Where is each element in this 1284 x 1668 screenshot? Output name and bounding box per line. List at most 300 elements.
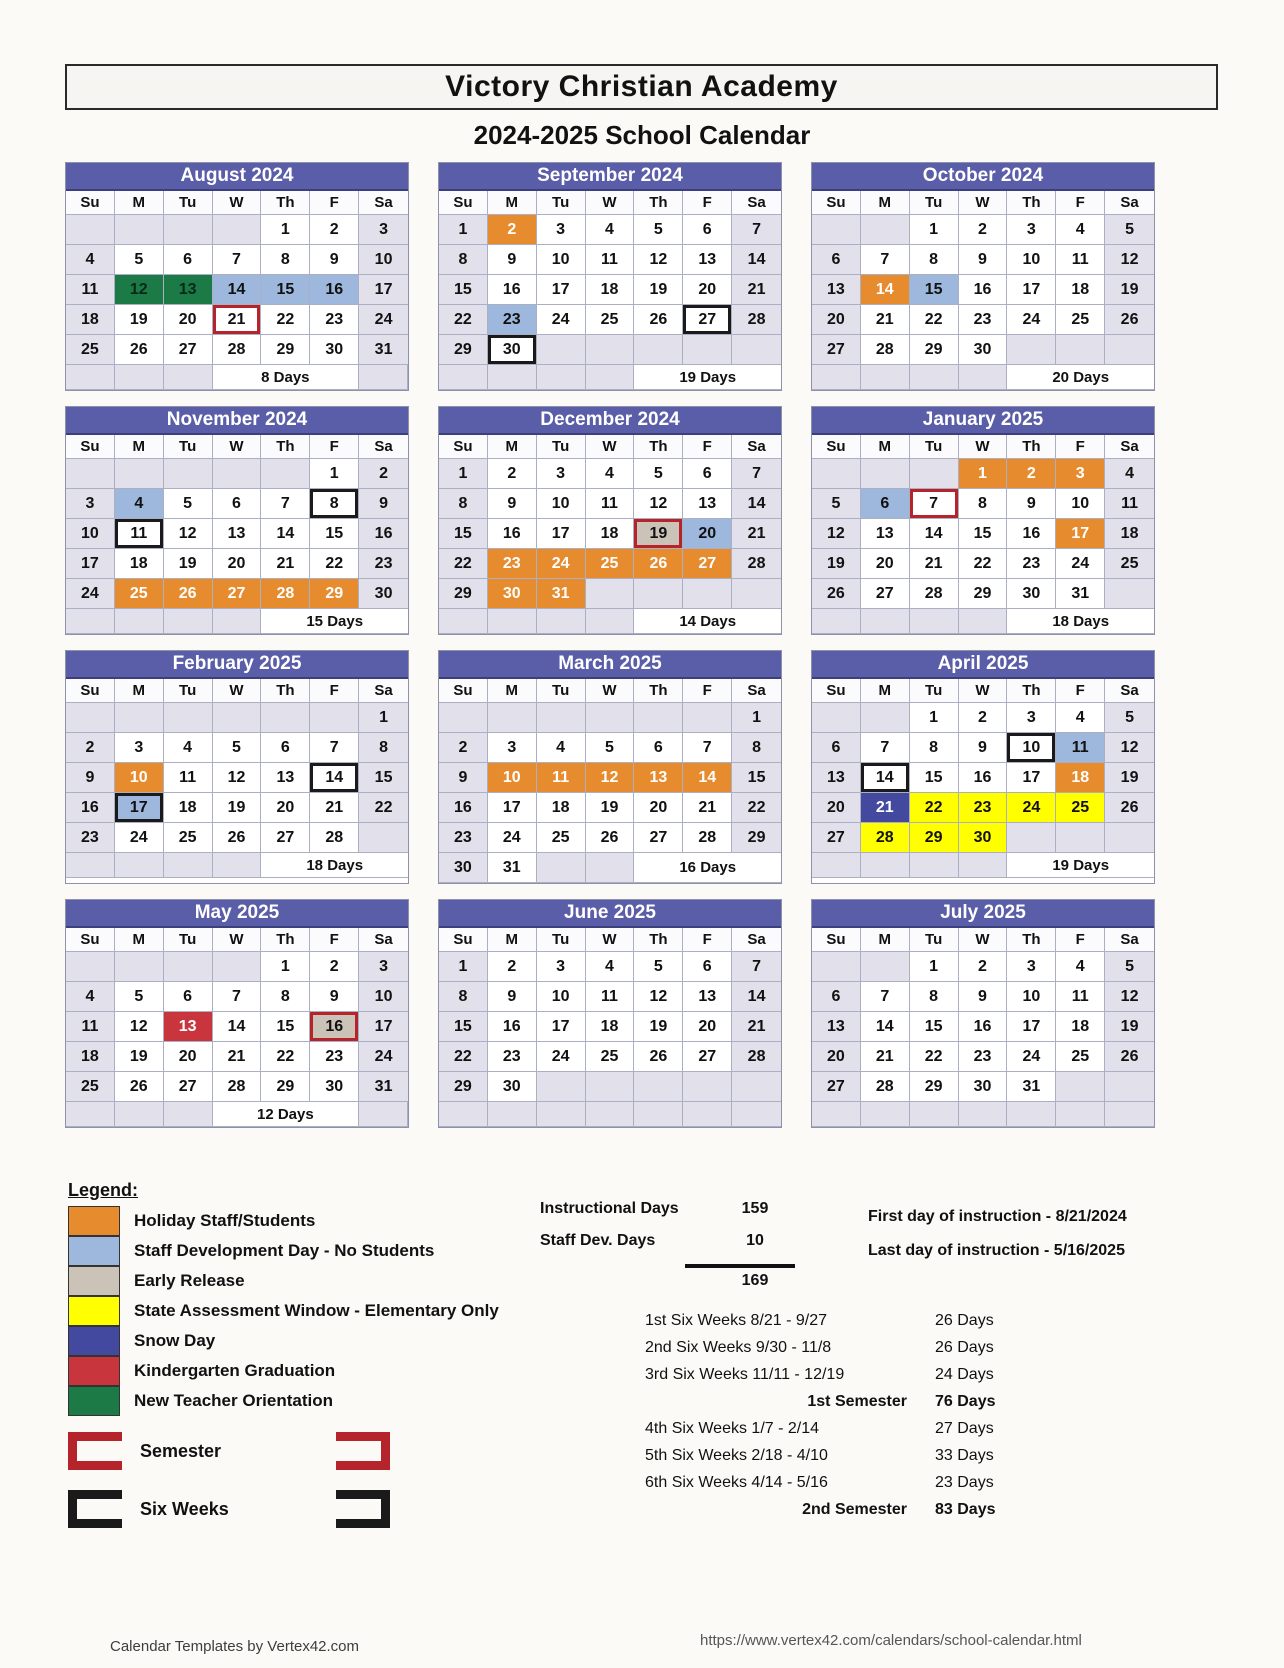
day-cell: 29 [910, 1072, 959, 1102]
day-cell: 27 [812, 1072, 861, 1102]
month-title: November 2024 [66, 407, 408, 435]
weekday-header: W [959, 928, 1008, 952]
day-cell: 1 [910, 952, 959, 982]
week-row [66, 763, 408, 793]
weekday-header: Su [66, 679, 115, 703]
weekday-header: Sa [1105, 679, 1154, 703]
stat-label: Staff Dev. Days [540, 1232, 656, 1249]
day-cell: 21 [261, 549, 310, 579]
day-cell: 11 [537, 763, 586, 793]
day-cell: 10 [359, 245, 408, 275]
day-cell: 31 [488, 853, 537, 883]
empty-day-cell [732, 335, 781, 365]
day-cell: 6 [861, 489, 910, 519]
empty-day-cell [1105, 1072, 1154, 1102]
week-row [812, 305, 1154, 335]
footer-empty-cell [359, 1102, 408, 1127]
day-cell: 2 [959, 703, 1008, 733]
six-weeks-label: 6th Six Weeks 4/14 - 5/16 [645, 1474, 828, 1491]
day-cell: 19 [634, 275, 683, 305]
weekday-header: M [861, 928, 910, 952]
weekday-header: Sa [1105, 928, 1154, 952]
weekday-header: Tu [537, 679, 586, 703]
empty-day-cell [439, 703, 488, 733]
day-cell: 26 [634, 549, 683, 579]
day-cell: 7 [732, 952, 781, 982]
footer-empty-cell [488, 609, 537, 634]
weekday-header: W [586, 928, 635, 952]
day-cell: 26 [115, 335, 164, 365]
day-cell: 28 [261, 579, 310, 609]
last-day-of-instruction: Last day of instruction - 5/16/2025 [868, 1242, 1125, 1259]
day-cell: 1 [910, 703, 959, 733]
months-grid [65, 162, 1155, 1128]
week-row [812, 459, 1154, 489]
day-cell: 9 [310, 982, 359, 1012]
weekday-header-row [812, 191, 1154, 215]
month-calendar [65, 650, 409, 884]
day-cell: 29 [732, 823, 781, 853]
week-row [439, 733, 781, 763]
empty-day-cell [683, 579, 732, 609]
day-cell: 21 [213, 1042, 262, 1072]
month-footer-row [66, 609, 408, 634]
day-cell: 14 [732, 245, 781, 275]
day-cell: 26 [1105, 305, 1154, 335]
empty-day-cell [261, 703, 310, 733]
month-days-count: 19 Days [634, 365, 781, 390]
day-cell: 7 [683, 733, 732, 763]
day-cell: 20 [861, 549, 910, 579]
assess-color-swatch [68, 1296, 120, 1326]
day-cell: 29 [439, 1072, 488, 1102]
day-cell: 16 [959, 1012, 1008, 1042]
empty-day-cell [586, 335, 635, 365]
day-cell: 28 [310, 823, 359, 853]
week-row [439, 245, 781, 275]
day-cell: 25 [115, 579, 164, 609]
weekday-header: M [115, 679, 164, 703]
snow-color-swatch [68, 1326, 120, 1356]
legend-semester-row [68, 1432, 390, 1470]
legend-heading: Legend: [68, 1180, 138, 1200]
day-cell: 18 [586, 275, 635, 305]
weekday-header: Su [812, 435, 861, 459]
footer-empty-cell [66, 1102, 115, 1127]
day-cell: 25 [66, 335, 115, 365]
stat-value: 10 [746, 1232, 764, 1249]
day-cell: 9 [66, 763, 115, 793]
day-cell: 5 [115, 245, 164, 275]
weekday-header: Su [439, 191, 488, 215]
day-cell: 21 [861, 1042, 910, 1072]
empty-day-cell [634, 703, 683, 733]
weekday-header: Sa [732, 435, 781, 459]
six-weeks-days: 76 Days [935, 1393, 996, 1410]
legend-item-label: New Teacher Orientation [134, 1391, 334, 1410]
day-cell: 23 [439, 823, 488, 853]
day-cell: 19 [1105, 763, 1154, 793]
month-footer-row [812, 853, 1154, 878]
month-days-count: 8 Days [213, 365, 360, 390]
day-cell: 1 [439, 215, 488, 245]
day-cell: 23 [310, 1042, 359, 1072]
legend-items [68, 1206, 499, 1416]
day-cell: 19 [164, 549, 213, 579]
day-cell: 6 [634, 733, 683, 763]
day-cell: 16 [359, 519, 408, 549]
footer-empty-cell [66, 609, 115, 634]
empty-day-cell [586, 853, 635, 883]
day-cell: 17 [488, 793, 537, 823]
semester-total-row [645, 1501, 1075, 1519]
staffdev-color-swatch [68, 1236, 120, 1266]
weekday-header: F [1056, 928, 1105, 952]
day-cell: 26 [586, 823, 635, 853]
legend-sixweeks-row [68, 1490, 390, 1528]
month-calendar [65, 406, 409, 635]
day-cell: 4 [1056, 215, 1105, 245]
day-cell: 18 [1056, 1012, 1105, 1042]
weekday-header: F [683, 435, 732, 459]
footer-empty-cell [861, 365, 910, 390]
week-row [812, 489, 1154, 519]
weekday-header: Tu [537, 928, 586, 952]
week-row [66, 703, 408, 733]
month-footer-row [812, 609, 1154, 634]
day-cell: 9 [310, 245, 359, 275]
day-cell: 21 [732, 1012, 781, 1042]
day-cell: 9 [439, 763, 488, 793]
day-cell: 10 [1007, 982, 1056, 1012]
week-row [66, 549, 408, 579]
empty-day-cell [1105, 579, 1154, 609]
footer-empty-cell [910, 1102, 959, 1127]
weekday-header-row [66, 928, 408, 952]
day-cell: 7 [310, 733, 359, 763]
day-cell: 12 [1105, 733, 1154, 763]
day-cell: 21 [213, 305, 262, 335]
day-cell: 3 [359, 215, 408, 245]
day-cell: 14 [861, 763, 910, 793]
page-title: Victory Christian Academy [445, 70, 838, 103]
day-cell: 15 [439, 1012, 488, 1042]
day-cell: 11 [66, 275, 115, 305]
day-cell: 26 [634, 305, 683, 335]
month-days-count: 18 Days [1007, 609, 1154, 634]
day-cell: 7 [213, 982, 262, 1012]
day-cell: 3 [115, 733, 164, 763]
day-cell: 20 [164, 305, 213, 335]
weekday-header: W [959, 191, 1008, 215]
day-cell: 24 [359, 305, 408, 335]
weekday-header-row [66, 435, 408, 459]
day-cell: 24 [488, 823, 537, 853]
empty-day-cell [359, 823, 408, 853]
day-cell: 17 [537, 1012, 586, 1042]
footer-empty-cell [861, 1102, 910, 1127]
legend-item [68, 1236, 499, 1266]
footer-empty-cell [164, 1102, 213, 1127]
weekday-header: W [213, 928, 262, 952]
instructional-days-summary [540, 1200, 795, 1290]
day-cell: 27 [683, 305, 732, 335]
day-cell: 25 [1056, 793, 1105, 823]
weekday-header: Sa [1105, 435, 1154, 459]
day-cell: 10 [115, 763, 164, 793]
footer-empty-cell [861, 609, 910, 634]
empty-day-cell [861, 215, 910, 245]
day-cell: 8 [910, 245, 959, 275]
week-row [812, 1072, 1154, 1102]
empty-day-cell [537, 335, 586, 365]
early-color-swatch [68, 1266, 120, 1296]
empty-day-cell [1105, 335, 1154, 365]
day-cell: 22 [959, 549, 1008, 579]
instruction-dates [868, 1200, 1127, 1268]
day-cell: 11 [1056, 982, 1105, 1012]
day-cell: 20 [812, 305, 861, 335]
semester-close-bracket-icon [336, 1432, 390, 1470]
empty-day-cell [537, 853, 586, 883]
empty-day-cell [1007, 335, 1056, 365]
month-title: March 2025 [439, 651, 781, 679]
week-row [66, 1072, 408, 1102]
week-row [439, 489, 781, 519]
weekday-header: M [861, 191, 910, 215]
legend-item [68, 1326, 499, 1356]
empty-day-cell [66, 952, 115, 982]
week-row [66, 305, 408, 335]
day-cell: 14 [910, 519, 959, 549]
weekday-header: Tu [164, 928, 213, 952]
day-cell: 20 [812, 1042, 861, 1072]
footer-empty-cell [910, 853, 959, 878]
day-cell: 26 [812, 579, 861, 609]
footer-empty-cell [66, 365, 115, 390]
day-cell: 6 [812, 982, 861, 1012]
day-cell: 25 [66, 1072, 115, 1102]
empty-day-cell [634, 1072, 683, 1102]
day-cell: 4 [115, 489, 164, 519]
day-cell: 27 [812, 335, 861, 365]
empty-day-cell [732, 579, 781, 609]
stat-total: 169 [741, 1272, 769, 1289]
weekday-header: F [310, 928, 359, 952]
weekday-header: F [310, 679, 359, 703]
day-cell: 6 [261, 733, 310, 763]
empty-day-cell [812, 459, 861, 489]
weekday-header: F [1056, 435, 1105, 459]
empty-day-cell [634, 335, 683, 365]
footer-empty-cell [359, 365, 408, 390]
week-row [439, 823, 781, 853]
day-cell: 25 [1056, 305, 1105, 335]
day-cell: 19 [634, 519, 683, 549]
day-cell: 6 [213, 489, 262, 519]
month-footer-row [439, 609, 781, 634]
day-cell: 20 [683, 1012, 732, 1042]
day-cell: 13 [261, 763, 310, 793]
week-row [439, 519, 781, 549]
day-cell: 15 [910, 763, 959, 793]
day-cell: 7 [861, 245, 910, 275]
day-cell: 5 [1105, 952, 1154, 982]
empty-day-cell [812, 703, 861, 733]
day-cell: 9 [959, 245, 1008, 275]
empty-day-cell [164, 459, 213, 489]
day-cell: 31 [1056, 579, 1105, 609]
empty-day-cell [683, 703, 732, 733]
day-cell: 21 [732, 275, 781, 305]
day-cell: 29 [910, 335, 959, 365]
weekday-header: F [1056, 191, 1105, 215]
footer-empty-cell [910, 609, 959, 634]
day-cell: 23 [959, 1042, 1008, 1072]
day-cell: 21 [861, 793, 910, 823]
weekday-header: Tu [910, 191, 959, 215]
day-cell: 27 [164, 335, 213, 365]
day-cell: 25 [586, 549, 635, 579]
day-cell: 22 [439, 1042, 488, 1072]
day-cell: 26 [213, 823, 262, 853]
day-cell: 31 [359, 1072, 408, 1102]
day-cell: 26 [164, 579, 213, 609]
day-cell: 14 [213, 275, 262, 305]
weekday-header: Sa [359, 191, 408, 215]
day-cell: 6 [164, 982, 213, 1012]
day-cell: 27 [683, 1042, 732, 1072]
day-cell: 20 [213, 549, 262, 579]
footer-empty-cell [812, 609, 861, 634]
weekday-header: Tu [164, 435, 213, 459]
day-cell: 13 [164, 1012, 213, 1042]
day-cell: 12 [213, 763, 262, 793]
holiday-color-swatch [68, 1206, 120, 1236]
day-cell: 28 [732, 549, 781, 579]
weekday-header: Th [261, 928, 310, 952]
day-cell: 11 [1056, 245, 1105, 275]
footer-empty-cell [812, 1102, 861, 1127]
empty-day-cell [213, 459, 262, 489]
day-cell: 12 [1105, 245, 1154, 275]
weekday-header: W [213, 191, 262, 215]
week-row [439, 579, 781, 609]
empty-day-cell [213, 703, 262, 733]
footer-empty-cell [115, 609, 164, 634]
day-cell: 24 [1007, 793, 1056, 823]
day-cell: 22 [359, 793, 408, 823]
day-cell: 18 [586, 1012, 635, 1042]
empty-day-cell [586, 703, 635, 733]
weekday-header: M [488, 435, 537, 459]
month-title: June 2025 [439, 900, 781, 928]
day-cell: 30 [959, 335, 1008, 365]
footer-empty-cell [586, 1102, 635, 1127]
day-cell: 22 [910, 1042, 959, 1072]
day-cell: 27 [164, 1072, 213, 1102]
day-cell: 9 [488, 489, 537, 519]
footer-empty-cell [1056, 1102, 1105, 1127]
day-cell: 11 [586, 982, 635, 1012]
day-cell: 8 [439, 489, 488, 519]
week-row [66, 275, 408, 305]
empty-day-cell [1007, 823, 1056, 853]
week-row [812, 215, 1154, 245]
weekday-header: F [683, 679, 732, 703]
day-cell: 16 [66, 793, 115, 823]
footer-empty-cell [213, 609, 262, 634]
day-cell: 5 [1105, 215, 1154, 245]
weekday-header: W [586, 191, 635, 215]
month-title: October 2024 [812, 163, 1154, 191]
weekday-header: Sa [359, 928, 408, 952]
day-cell: 3 [1007, 703, 1056, 733]
day-cell: 10 [537, 982, 586, 1012]
weekday-header: M [488, 679, 537, 703]
day-cell: 16 [488, 519, 537, 549]
day-cell: 2 [488, 459, 537, 489]
month-calendar [438, 899, 782, 1128]
week-row [439, 459, 781, 489]
week-row [439, 549, 781, 579]
day-cell: 16 [959, 275, 1008, 305]
day-cell: 1 [261, 952, 310, 982]
week-row [66, 733, 408, 763]
six-weeks-label: 1st Six Weeks 8/21 - 9/27 [645, 1312, 828, 1329]
empty-day-cell [586, 1072, 635, 1102]
day-cell: 27 [261, 823, 310, 853]
day-cell: 16 [310, 275, 359, 305]
stat-value: 159 [741, 1200, 769, 1217]
day-cell: 15 [359, 763, 408, 793]
six-weeks-label: 3rd Six Weeks 11/11 - 12/19 [645, 1366, 845, 1383]
day-cell: 5 [634, 952, 683, 982]
day-cell: 22 [261, 305, 310, 335]
day-cell: 13 [683, 245, 732, 275]
day-cell: 10 [537, 245, 586, 275]
weekday-header: F [310, 435, 359, 459]
footer-empty-cell [586, 609, 635, 634]
day-cell: 31 [1007, 1072, 1056, 1102]
day-cell: 21 [732, 519, 781, 549]
day-cell: 8 [959, 489, 1008, 519]
weekday-header: Th [634, 928, 683, 952]
week-row [439, 982, 781, 1012]
day-cell: 5 [213, 733, 262, 763]
day-cell: 13 [812, 1012, 861, 1042]
day-cell: 9 [1007, 489, 1056, 519]
six-weeks-label: 2nd Six Weeks 9/30 - 11/8 [645, 1339, 832, 1356]
day-cell: 22 [732, 793, 781, 823]
weekday-header: F [683, 191, 732, 215]
day-cell: 3 [1007, 952, 1056, 982]
day-cell: 11 [586, 489, 635, 519]
day-cell: 18 [1056, 763, 1105, 793]
weekday-header-row [439, 435, 781, 459]
six-weeks-label: 5th Six Weeks 2/18 - 4/10 [645, 1447, 828, 1464]
empty-day-cell [1105, 823, 1154, 853]
weekday-header: M [488, 928, 537, 952]
day-cell: 4 [66, 982, 115, 1012]
month-title: August 2024 [66, 163, 408, 191]
weekday-header: Tu [910, 679, 959, 703]
month-calendar [811, 162, 1155, 391]
day-cell: 4 [586, 459, 635, 489]
day-cell: 2 [310, 952, 359, 982]
sixweeks-close-bracket-icon [336, 1490, 390, 1528]
day-cell: 15 [439, 275, 488, 305]
